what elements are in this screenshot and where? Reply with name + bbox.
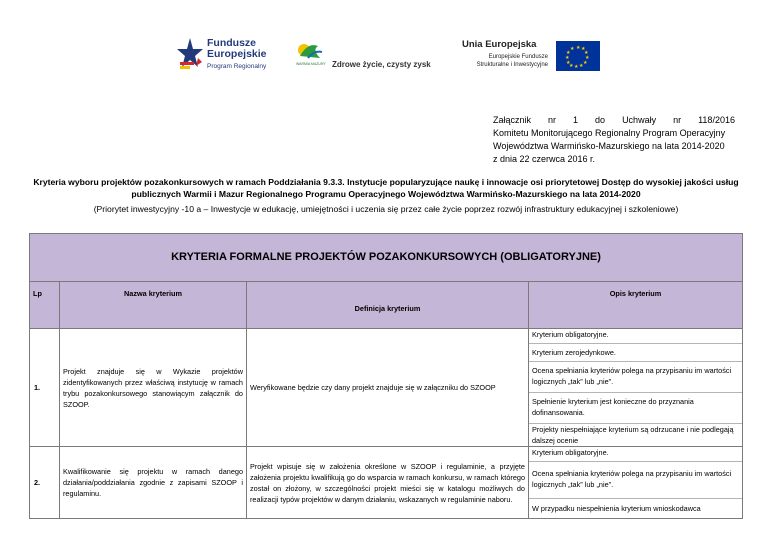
annex-line4: z dnia 22 czerwca 2016 r. [493, 154, 596, 164]
row-opis [529, 329, 743, 447]
svg-text:★: ★ [579, 63, 584, 69]
row-definicja: Projekt wpisuje się w założenia określone w SZOOP i regulaminie, a przyjęte założenia projektu kwalifikują go do wsparcia w ramach konkursu, w ramach którego został on złożony, w szczególności projekt mieści się w katalogu możliwych do realizacji typów projektów w danym działaniu, wskazanych w regulaminie naboru. [247, 447, 529, 519]
fe-title-line1: Fundusze [207, 37, 256, 49]
warmia-mazury-logo [296, 40, 436, 74]
row-lp: 2. [30, 447, 60, 519]
criteria-table [29, 233, 743, 519]
svg-text:★: ★ [569, 63, 574, 69]
svg-text:★: ★ [566, 50, 571, 56]
svg-text:★: ★ [583, 60, 588, 66]
fe-title-line2: Europejskie [207, 48, 267, 60]
svg-text:★: ★ [576, 45, 581, 51]
fe-star-icon [176, 36, 204, 76]
eu-flag-icon [556, 41, 600, 71]
warmia-mazury-emblem-icon [296, 40, 324, 62]
header-lp: Lp [30, 282, 60, 329]
eu-subtitle-line1: Europejskie Fundusze [488, 54, 548, 60]
row-definicja: Weryfikowane będzie czy dany projekt znajduje się w załączniku do SZOOP [247, 329, 529, 447]
table-row [30, 447, 743, 519]
row-opis [529, 447, 743, 519]
criteria-title: Kryteria wyboru projektów pozakonkursowych w ramach Poddziałania 9.3.3. Instytucje popularyzujące naukę i innowacje osi priorytetowej Dostęp do wysokiej jakości usług publicznych Warmii i Mazur Regionalnego Programu Operacyjnego Województwa Warmińsko-Mazurskiego na lata 2014-2020 [33, 177, 739, 199]
annex-block [493, 114, 735, 166]
svg-text:★: ★ [581, 46, 586, 52]
opis-item: Kryterium obligatoryjne. [529, 329, 742, 344]
row-nazwa: Kwalifikowanie się projektu w ramach danego działania/poddziałania zgodnie z zapisami SZOOP i regulaminu. [60, 447, 247, 519]
row-nazwa: Projekt znajduje się w Wykazie projektów zidentyfikowanych przez właściwą instytucję w ramach trybu pozakonkursowego stanowiącym załącznik do SZOOP. [60, 329, 247, 447]
svg-text:★: ★ [574, 64, 579, 70]
svg-text:★: ★ [570, 46, 575, 52]
annex-line1: Załącznik nr 1 do Uchwały nr 118/2016 [493, 115, 735, 125]
priority-text: (Priorytet inwestycyjny -10 a – Inwestycje w edukację, umiejętności i uczenia się przez całe życie poprzez rozwój infrastruktury edukacyjnej i szkoleniowe) [93, 204, 679, 214]
opis-item: Ocena spełniania kryteriów polega na przypisaniu im wartości logicznych „tak” lub „nie”. [529, 462, 742, 499]
svg-text:★: ★ [584, 50, 589, 56]
table-row [30, 329, 743, 447]
opis-item: Ocena spełniania kryteriów polega na przypisaniu im wartości logicznych „tak” lub „nie”. [529, 362, 742, 393]
opis-item: W przypadku niespełnienia kryterium wnioskodawca [532, 504, 701, 513]
fundusze-europejskie-logo [176, 36, 286, 76]
header-opis: Opis kryterium [529, 282, 743, 329]
opis-item: Kryterium obligatoryjne. [529, 447, 742, 462]
opis-item: Kryterium zerojedynkowe. [529, 344, 742, 362]
svg-text:★: ★ [565, 55, 570, 61]
eu-title: Unia Europejska [462, 39, 537, 50]
wm-slogan: Zdrowe życie, czysty zysk [332, 60, 431, 69]
row-lp: 1. [30, 329, 60, 447]
svg-text:★: ★ [566, 60, 571, 66]
eu-subtitle-line2: Strukturalne i Inwestycyjne [476, 62, 548, 68]
fe-subtitle: Program Regionalny [207, 63, 267, 70]
table-banner: KRYTERIA FORMALNE PROJEKTÓW POZAKONKURSOWYCH (OBLIGATORYJNE) [30, 234, 743, 282]
header-nazwa: Nazwa kryterium [60, 282, 247, 329]
eu-logo [440, 36, 600, 76]
svg-text:★: ★ [585, 55, 590, 61]
opis-item: Spełnienie kryterium jest konieczne do przyznania dofinansowania. [529, 393, 742, 424]
wm-name: WARMIA MAZURY [296, 62, 326, 66]
header-definicja: Definicja kryterium [247, 282, 529, 329]
annex-line2: Komitetu Monitorującego Regionalny Program Operacyjny [493, 128, 726, 138]
annex-line3: Województwa Warmińsko-Mazurskiego na lata 2014-2020 [493, 141, 725, 151]
opis-item: Projekty niespełniające kryterium są odrzucane i nie podlegają dalszej ocenie [532, 425, 734, 445]
